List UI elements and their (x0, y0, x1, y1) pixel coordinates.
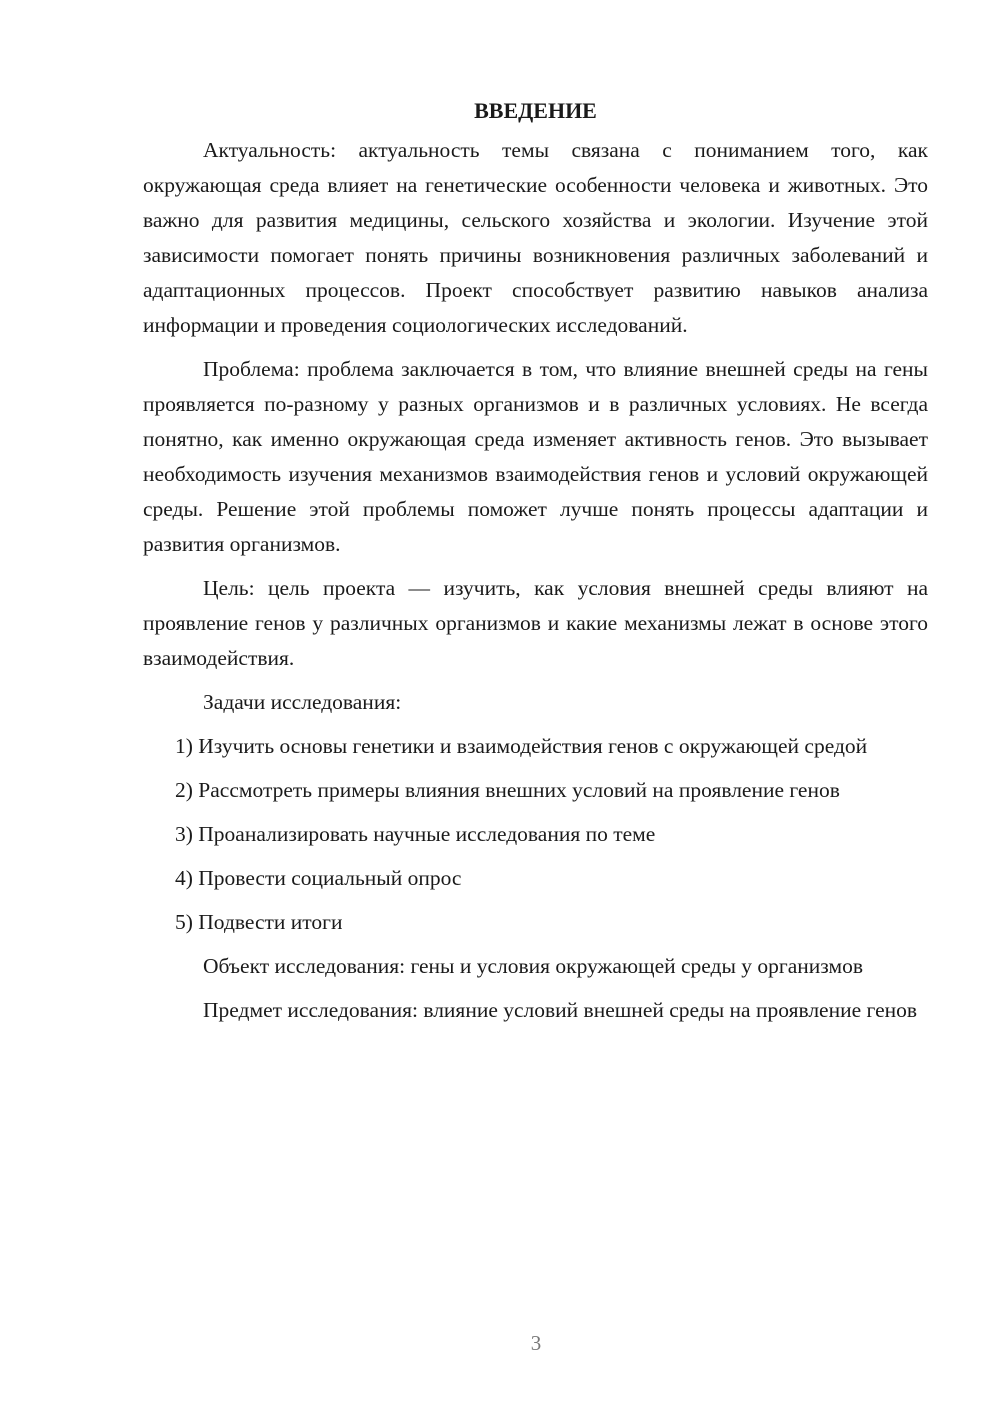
problem-paragraph: Проблема: проблема заключается в том, что влияние внешней среды на гены проявляется по-разному у разных организмов и в различных условиях. Не всегда понятно, как именно окружающая среда изменяет активность генов. Это вызывает необходимость изучения механизмов взаимодействия генов и условий окружающей среды. Решение этой проблемы поможет лучше понять процессы адаптации и развития организмов. (143, 357, 928, 556)
goal-paragraph: Цель: цель проекта — изучить, как условия внешней среды влияют на проявление генов у различных организмов и какие механизмы лежат в основе этого взаимодействия. (143, 576, 928, 670)
object-paragraph: Объект исследования: гены и условия окружающей среды у организмов (203, 954, 864, 978)
task-item-3: 3) Проанализировать научные исследования по теме (175, 822, 656, 846)
task-item-4: 4) Провести социальный опрос (175, 866, 462, 890)
page-title: ВВЕДЕНИЕ (474, 98, 597, 123)
relevance-paragraph: Актуальность: актуальность темы связана с пониманием того, как окружающая среда влияет на генетические особенности человека и животных. Это важно для развития медицины, сельского хозяйства и экологии. Изучение этой зависимости помогает понять причины возникновения различных заболеваний и адаптационных процессов. Проект способствует развитию навыков анализа информации и проведения социологических исследований. (143, 138, 928, 337)
task-item-5: 5) Подвести итоги (175, 910, 343, 934)
subject-paragraph: Предмет исследования: влияние условий внешней среды на проявление генов (203, 998, 918, 1022)
tasks-list (143, 729, 928, 940)
tasks-title: Задачи исследования: (203, 690, 402, 714)
page-number: 3 (530, 1331, 542, 1355)
task-item-2: 2) Рассмотреть примеры влияния внешних условий на проявление генов (175, 778, 840, 802)
task-item-1: 1) Изучить основы генетики и взаимодействия генов с окружающей средой (175, 734, 868, 758)
document-page (143, 93, 928, 1037)
